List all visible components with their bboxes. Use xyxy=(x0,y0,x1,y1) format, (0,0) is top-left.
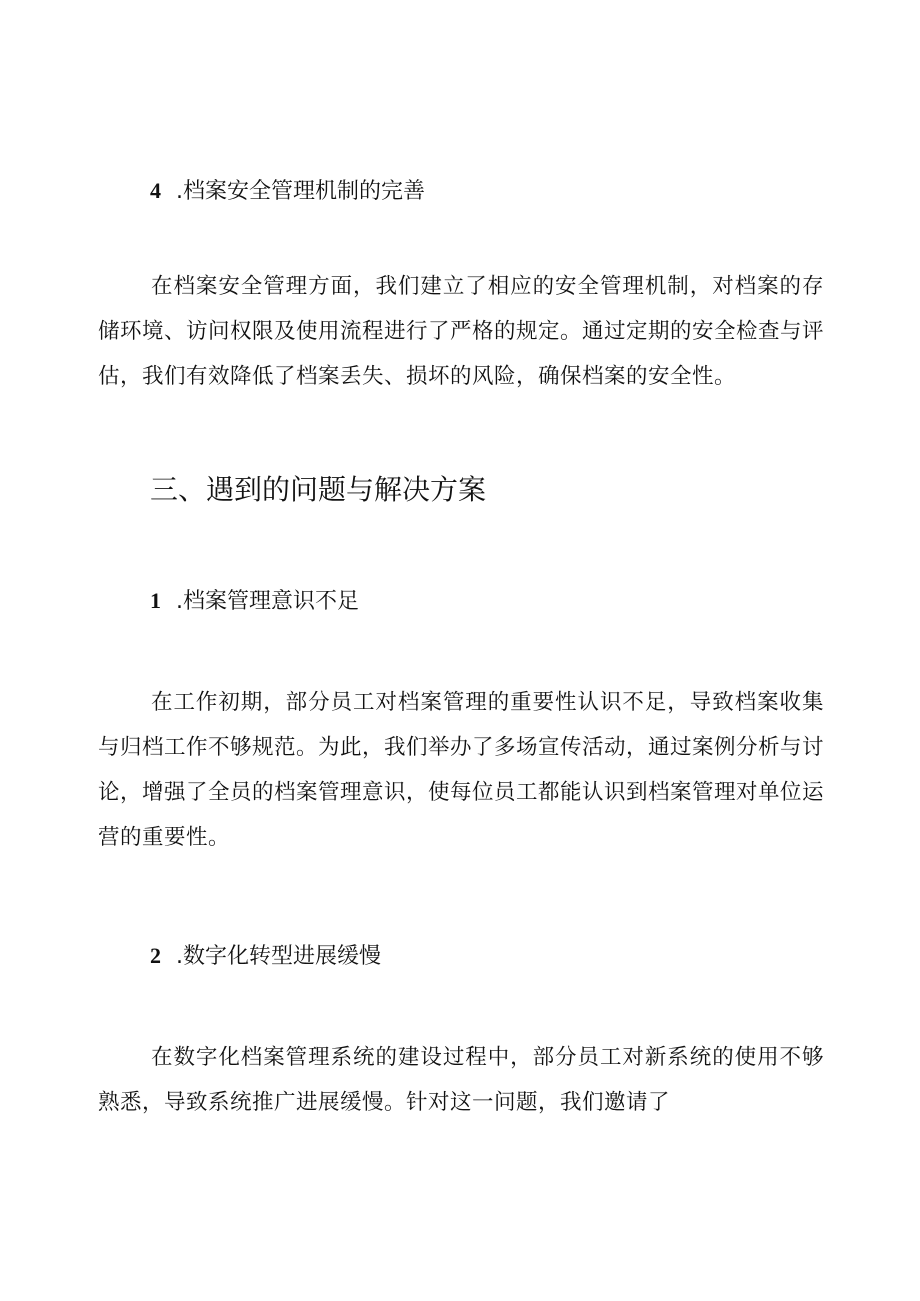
subheading-title: .档案管理意识不足 xyxy=(176,589,359,614)
subheading-number: 4 xyxy=(150,178,161,203)
subheading-awareness xyxy=(150,586,359,617)
subheading-number: 1 xyxy=(150,588,161,613)
subheading-title: .数字化转型进展缓慢 xyxy=(176,944,381,969)
section-heading-problems-solutions: 三、遇到的问题与解决方案 xyxy=(150,473,487,506)
subheading-title: .档案安全管理机制的完善 xyxy=(176,179,425,204)
subheading-number: 2 xyxy=(150,943,161,968)
paragraph-awareness: 在工作初期，部分员工对档案管理的重要性认识不足，导致档案收集与归档工作不够规范。为此，我们举办了多场宣传活动，通过案例分析与讨论，增强了全员的档案管理意识，使每位员工都能认识到档案管理对单位运营的重要性。 xyxy=(98,690,825,850)
subheading-archive-security xyxy=(150,176,425,207)
subheading-digital-transformation xyxy=(150,941,381,972)
paragraph-digital-transformation: 在数字化档案管理系统的建设过程中，部分员工对新系统的使用不够熟悉，导致系统推广进展缓慢。针对这一问题，我们邀请了 xyxy=(98,1045,824,1115)
paragraph-archive-security: 在档案安全管理方面，我们建立了相应的安全管理机制，对档案的存储环境、访问权限及使用流程进行了严格的规定。通过定期的安全检查与评估，我们有效降低了档案丢失、损坏的风险，确保档案的安全性。 xyxy=(98,274,825,389)
